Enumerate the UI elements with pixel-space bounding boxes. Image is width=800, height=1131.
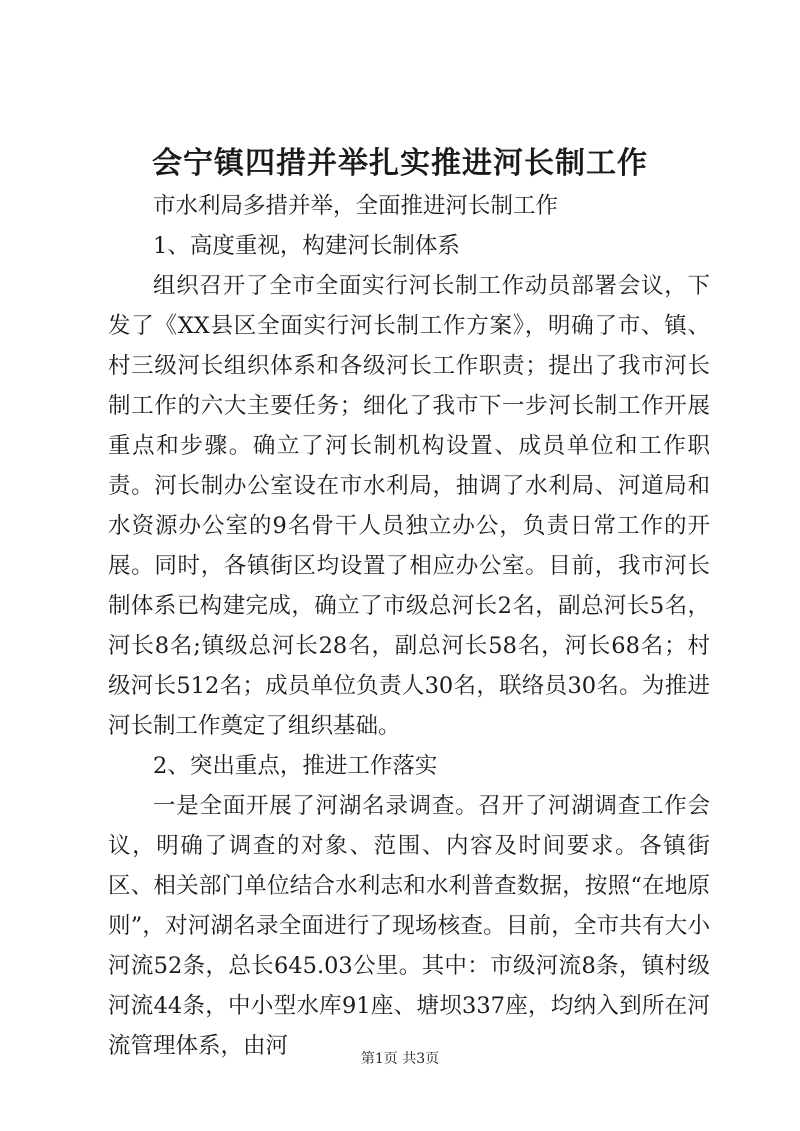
page-number-footer: 第1页 共3页	[360, 1051, 440, 1067]
body-paragraph-1: 组织召开了全市全面实行河长制工作动员部署会议，下发了《XX县区全面实行河长制工作方案》，明确了市、镇、村三级河长组织体系和各级河长工作职责；提出了我市河长制工作的六大主要任务；细化了我市下一步河长制工作开展重点和步骤。确立了河长制机构设置、成员单位和工作职责。河长制办公室设在市水利局，抽调了水利局、河道局和水资源办公室的9名骨干人员独立办公，负责日常工作的开展。同时，各镇街区均设置了相应办公室。目前，我市河长制体系已构建完成，确立了市级总河长2名，副总河长5名，河长8名;镇级总河长28名，副总河长58名，河长68名；村级河长512名；成员单位负责人30名，联络员30名。为推进河长制工作奠定了组织基础。	[108, 273, 710, 739]
subtitle-paragraph: 市水利局多措并举，全面推进河长制工作	[153, 193, 559, 219]
document-title: 会宁镇四措并举扎实推进河长制工作	[152, 146, 648, 181]
section-heading-1: 1、高度重视，构建河长制体系	[153, 233, 460, 259]
body-paragraph-2: 一是全面开展了河湖名录调查。召开了河湖调查工作会议，明确了调查的对象、范围、内容及时间要求。各镇街区、相关部门单位结合水利志和水利普查数据，按照“在地原则”，对河湖名录全面进行了现场核查。目前，全市共有大小河流52条，总长645.03公里。其中：市级河流8条，镇村级河流44条，中小型水库91座、塘坝337座，均纳入到所在河流管理体系，由河	[108, 793, 710, 1059]
section-heading-2: 2、突出重点，推进工作落实	[153, 753, 438, 779]
document-body	[108, 186, 710, 1066]
